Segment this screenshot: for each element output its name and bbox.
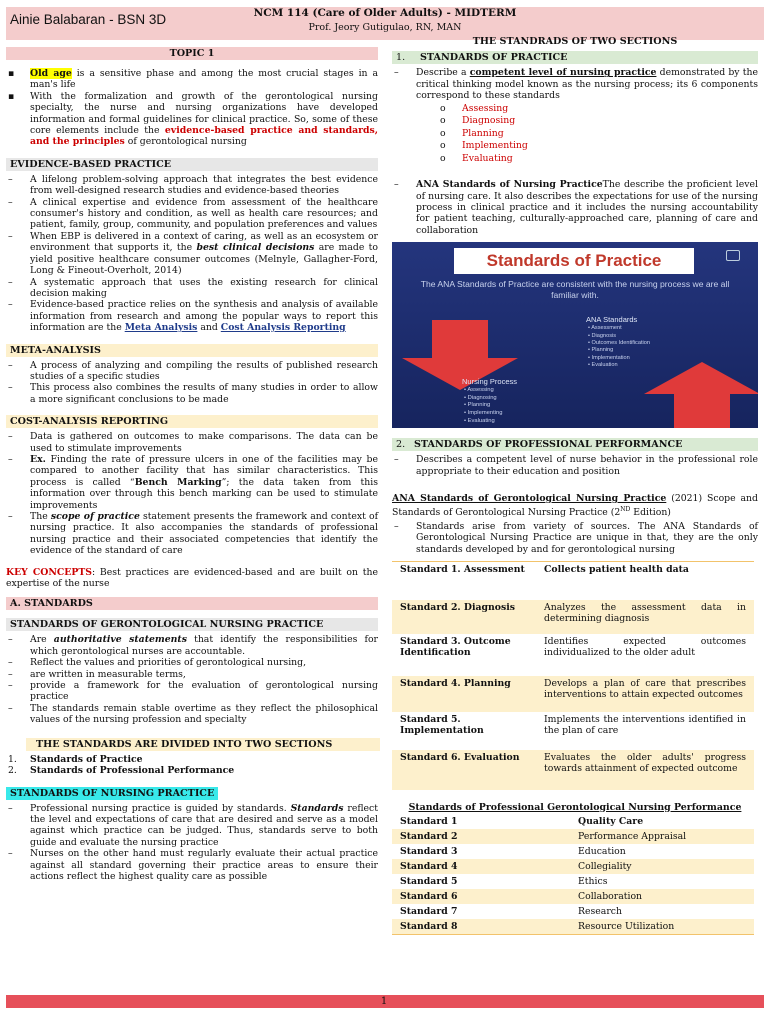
sgnp-item: – The standards remain stable overtime as they reflect the philosophical values of the nursing profession and specialty — [8, 702, 378, 726]
perf-standard: Standard 1 — [400, 816, 458, 827]
cost-item: – The scope of practice statement presents the framework and context of nursing practice. It also accompanies the standards of professional nursing practice and their associated competencies that identify the evidence of the standard of care — [8, 511, 379, 557]
meta-title: META-ANALYSIS — [6, 344, 378, 357]
ana-desc: – ANA Standards of Nursing PracticeThe describe the proficient level of nursing care. It also describes the expectations for use of the nursing process in clinical practice and it includes the nursing accountability for patient teaching, culturally-approached care, planning of care and collaboration — [394, 179, 758, 236]
standard-desc: Develops a plan of care that prescribes interventions to attain expected outcomes — [536, 676, 754, 712]
intro-item: ▪ Old age is a sensitive phase and among the most crucial stages in a man's life — [8, 68, 378, 91]
standards-row — [392, 676, 754, 712]
perf-standard: Standard 6 — [392, 889, 570, 904]
perf-standard: Standard 2 — [392, 829, 570, 844]
intro-item: ▪ With the formalization and growth of the gerontological nursing specialty, the nurse and nursing organizations have developed information and formal guidelines for clinical practice. So, some of these core elements include the evidence-based practice and standards, and the principles of gerontological nursing — [8, 90, 378, 148]
perf-standard: Standard 7 — [400, 906, 458, 917]
cost-item: – Ex. Finding the rate of pressure ulcers in one of the facilities may be compared to another facility that has similar characteristics. This process is called “Bench Marking”; the data taken from this information over through this bench marking can be used to stimulate improvements — [8, 453, 379, 511]
performance-row — [392, 859, 754, 874]
ana-standards-item: • Outcomes Identification — [588, 339, 650, 346]
standards-row — [392, 750, 754, 790]
performance-row — [392, 874, 754, 889]
cost-item: – Data is gathered on outcomes to make comparisons. The data can be used to stimulate improvements — [8, 431, 378, 454]
performance-row — [392, 814, 754, 829]
standard-name: Standard 6. Evaluation — [392, 750, 536, 790]
cost-title: COST-ANALYSIS REPORTING — [6, 415, 378, 428]
nursing-process-item: • Diagnosing — [464, 394, 497, 401]
page-number: 1 — [380, 996, 388, 1007]
divided-item: 1. Standards of Practice — [8, 753, 143, 765]
snp-title: STANDARDS OF NURSING PRACTICE — [6, 787, 218, 800]
perf-quality: Collegiality — [570, 859, 754, 874]
sop-list-item: o Assessing — [440, 102, 509, 114]
standards-row — [392, 634, 754, 676]
standards-row — [392, 712, 754, 750]
ebp-item: – A lifelong problem-solving approach that integrates the best evidence from well-designed research studies and evidence-based theories — [8, 173, 378, 197]
performance-row — [392, 844, 754, 859]
standards-row — [392, 600, 754, 634]
standard-name: Standard 4. Planning — [392, 676, 536, 712]
down-arrow — [432, 320, 488, 358]
ebp-item: – A systematic approach that uses the existing research for clinical decision making — [8, 276, 378, 299]
ana-standards-item: • Implementation — [588, 354, 630, 361]
nursing-process-item: • Implementing — [464, 409, 503, 416]
perf-quality: Education — [578, 846, 626, 857]
divided-title: THE STANDARDS ARE DIVIDED INTO TWO SECTIONS — [26, 738, 380, 751]
perf-title: Standards of Professional Gerontological Nursing Performance — [408, 801, 742, 813]
ana-geron: ANA Standards of Gerontological Nursing Practice (2021) Scope and Standards of Gerontological Nursing Practice (2ND Edition) — [392, 492, 758, 519]
ana-standards-item: • Planning — [588, 347, 614, 354]
ebp-title: EVIDENCE-BASED PRACTICE — [6, 158, 378, 171]
sgnp-item: – are written in measurable terms, — [8, 668, 186, 680]
performance-table — [392, 814, 754, 935]
sgnp-item: – Reflect the values and priorities of gerontological nursing, — [8, 657, 307, 669]
standard-desc: Identifies expected outcomes individualized to the older adult — [544, 635, 746, 658]
nursing-process-item: • Assessing — [464, 387, 494, 394]
slide-subtitle: The ANA Standards of Practice are consistent with the nursing process we are all familiar with. — [420, 279, 730, 301]
ana-standards-label: ANA Standards — [586, 315, 638, 325]
standards-row — [392, 562, 754, 600]
standards-slide — [392, 242, 758, 428]
performance-row — [392, 919, 754, 935]
header-author: Ainie Balabaran - BSN 3D — [10, 12, 167, 27]
spp-title: 2. STANDARDS OF PROFESSIONAL PERFORMANCE — [392, 438, 758, 451]
perf-standard: Standard 4 — [392, 859, 570, 874]
perf-standard: Standard 8 — [392, 919, 570, 935]
sgnp-item: – provide a framework for the evaluation of gerontological nursing practice — [8, 680, 378, 703]
left-column — [6, 46, 378, 882]
performance-row — [392, 889, 754, 904]
perf-quality: Collaboration — [570, 889, 754, 904]
nursing-process-item: • Planning — [464, 402, 491, 409]
sgnp-title: STANDARDS OF GERONTOLOGICAL NURSING PRACTICE — [6, 618, 378, 631]
ebp-item: – Evidence-based practice relies on the synthesis and analysis of available information from research and among the popular ways to report this information are the Meta Analysis and Cost Analysis Reporting — [8, 299, 378, 334]
up-arrow-head — [644, 362, 758, 394]
up-arrow — [674, 394, 730, 428]
standard-desc: Implements the interventions identified in the plan of care — [544, 713, 746, 736]
standard-name: Standard 1. Assessment — [400, 564, 525, 576]
spp-desc: – Describes a competent level of nurse behavior in the professional role appropriate to their education and position — [394, 454, 758, 477]
nursing-process-label: Nursing Process — [462, 377, 518, 387]
standard-desc: Evaluates the older adults' progress towards attainment of expected outcome — [536, 750, 754, 790]
standards-title: A. STANDARDS — [6, 597, 378, 610]
perf-standard: Standard 3 — [400, 846, 458, 857]
sop-list-item: o Evaluating — [440, 152, 513, 164]
perf-quality: Resource Utilization — [570, 919, 754, 935]
snp-item: – Nurses on the other hand must regularly evaluate their actual practice against all standard governing their practice areas to ensure their actions reflect the highest quality care as possible — [8, 848, 378, 882]
sop-list-item: o Diagnosing — [440, 115, 516, 127]
sop-list — [440, 103, 758, 166]
standard-name: Standard 3. Outcome Identification — [400, 635, 511, 658]
two-sections-title: THE STANDRADS OF TWO SECTIONS — [472, 36, 678, 47]
performance-row — [392, 829, 754, 844]
sop-list-item: o Planning — [440, 127, 504, 139]
performance-row — [392, 904, 754, 919]
slide-title: Standards of Practice — [486, 251, 662, 271]
divided-item: 2. Standards of Professional Performance — [8, 765, 235, 777]
ebp-item: – A clinical expertise and evidence from assessment of the healthcare consumer's history and condition, as well as health care resources; and patient, family, group, community, and population preferences and values — [8, 196, 378, 231]
right-column — [392, 36, 758, 935]
ebp-item: – When EBP is delivered in a context of caring, as well as an ecosystem or environment that supports it, the best clinical decisions are made to yield positive healthcare consumer outcomes (Melnyle, Gallagher-Ford, Long & Fineout-Overholt, 2014) — [8, 230, 379, 277]
ana-standards-item: • Assessment — [588, 325, 622, 332]
ana-standards-item: • Diagnosis — [588, 332, 617, 339]
perf-standard: Standard 5 — [400, 876, 458, 887]
perf-quality: Performance Appraisal — [570, 829, 754, 844]
perf-quality: Research — [578, 906, 622, 917]
arise-desc: – Standards arise from variety of sources. The ANA Standards of Gerontological Nursing Practice are unique in that, they are the only standards developed by and for gerontological nursing — [394, 520, 758, 555]
standard-name: Standard 5. Implementation — [400, 713, 484, 736]
nursing-process-item: • Evaluating — [464, 417, 495, 424]
standards-table — [392, 561, 754, 790]
standard-desc: Analyzes the assessment data in determining diagnosis — [536, 600, 754, 634]
sop-title: 1. STANDARDS OF PRACTICE — [392, 51, 758, 64]
meta-item: – This process also combines the results of many studies in order to allow a more significant conclusions to be made — [8, 382, 378, 405]
sop-desc: – Describe a competent level of nursing practice demonstrated by the critical thinking model known as the nursing process; its 6 components correspond to these standards — [394, 67, 758, 102]
standard-desc: Collects patient health data — [544, 564, 689, 576]
topic-title: TOPIC 1 — [6, 47, 378, 60]
meta-item: – A process of analyzing and compiling the results of published research studies of a specific studies — [8, 359, 378, 382]
header-instructor: Prof. Jeory Gutigulao, RN, MAN — [308, 22, 462, 33]
snp-item: – Professional nursing practice is guided by standards. Standards reflect the level and expectations of care that are desired and serve as a model against which practice can be judged. Thus, standards serve to both guide and evaluate the nursing practice — [8, 802, 378, 848]
standard-name: Standard 2. Diagnosis — [392, 600, 536, 634]
perf-quality: Ethics — [578, 876, 608, 887]
key-concepts: KEY CONCEPTS: Best practices are evidenced-based and are built on the expertise of the nurse — [6, 566, 378, 590]
ana-standards-item: • Evaluation — [588, 362, 618, 369]
sgnp-item: – Are authoritative statements that identify the responsibilities for which gerontological nurses are accountable. — [8, 634, 378, 657]
cast-icon[interactable] — [726, 250, 740, 261]
sop-list-item: o Implementing — [440, 140, 528, 152]
perf-quality: Quality Care — [578, 816, 644, 827]
header-course: NCM 114 (Care of Older Adults) - MIDTERM — [253, 7, 517, 19]
